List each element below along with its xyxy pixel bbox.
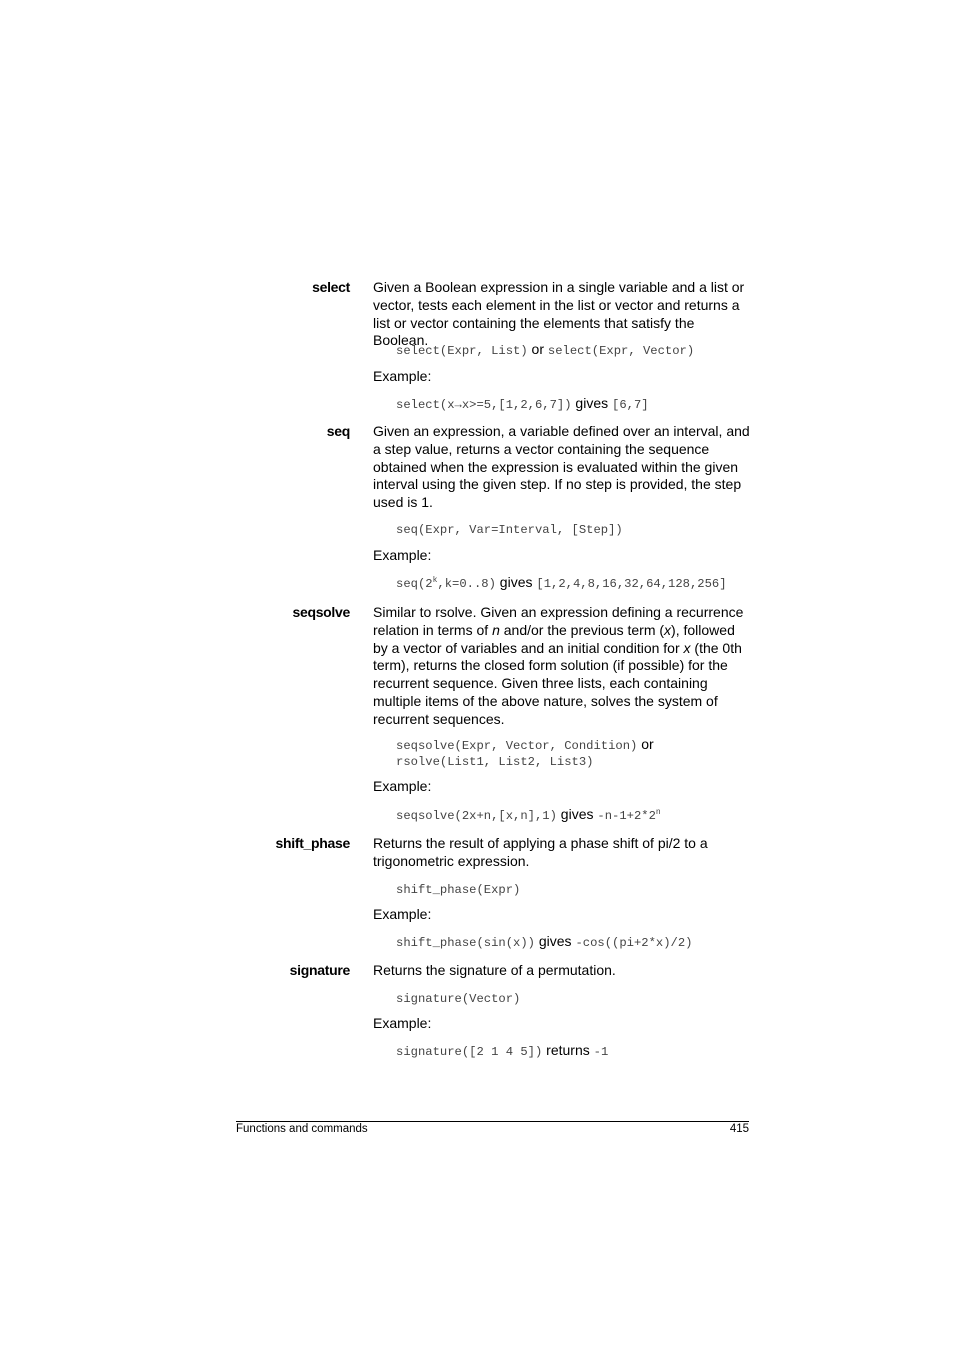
seq-syntax	[396, 520, 623, 537]
signature-example	[396, 1042, 608, 1059]
shift-phase-syntax	[396, 880, 520, 897]
shift-phase-example-code: shift_phase(sin(x))	[396, 936, 535, 950]
signature-syntax	[396, 989, 520, 1006]
seqsolve-description: Similar to rsolve. Given an expression defining a recurrence relation in terms of n and/or the previous term (x), followed by a vector of variables and an initial condition for x (the 0th term), returns the closed form solution (if possible) for the recurrent sequence. Given three lists, each containing multiple items of the above nature, solves the system of recurrent sequences.	[373, 604, 744, 727]
seq-example-word: gives	[499, 574, 533, 590]
seq-example-label: Example:	[373, 547, 432, 563]
seq-description: Given an expression, a variable defined over an interval, and a step value, returns a vector containing the sequence obtained when the expression is evaluated within the given interval using the given step. If no step is provided, the step used is 1.	[373, 423, 750, 511]
shift-phase-example-result: -cos((pi+2*x)/2)	[575, 936, 693, 950]
term-shift-phase: shift_phase	[275, 835, 350, 851]
select-syntax	[396, 341, 694, 358]
footer-rule	[236, 1121, 749, 1122]
seq-example-result: [1,2,4,8,16,32,64,128,256]	[536, 577, 727, 591]
signature-syntax-code: signature(Vector)	[396, 992, 521, 1006]
signature-example-code: signature([2 1 4 5])	[396, 1045, 543, 1059]
seqsolve-syntax-line-2	[396, 752, 593, 769]
select-example-label: Example:	[373, 368, 432, 384]
footer-page-number: 415	[729, 1123, 749, 1135]
term-signature: signature	[289, 962, 350, 978]
term-select: select	[312, 279, 350, 295]
seqsolve-example	[396, 806, 661, 823]
shift-phase-example	[396, 933, 692, 950]
signature-example-label: Example:	[373, 1015, 432, 1031]
shift-phase-example-word: gives	[538, 933, 572, 949]
shift-phase-description: Returns the result of applying a phase shift of pi/2 to a trigonometric expression.	[373, 835, 708, 869]
term-seqsolve: seqsolve	[292, 604, 350, 620]
select-syntax-vector: select(Expr, Vector)	[547, 344, 695, 358]
select-example	[396, 395, 649, 412]
seqsolve-example-result: $-n-1+2*2^n$	[597, 807, 661, 823]
select-syntax-list: select(Expr, List)	[396, 344, 528, 358]
seqsolve-example-label: Example:	[373, 778, 432, 794]
footer-section-title: Functions and commands	[236, 1123, 368, 1135]
select-example-result: [6,7]	[612, 398, 649, 412]
seq-example-code: $seq(2^k,k=0..8)$	[396, 575, 496, 591]
select-example-code: select(x→x>=5,[1,2,6,7])	[396, 398, 572, 412]
signature-description: Returns the signature of a permutation.	[373, 962, 616, 978]
select-description: Given a Boolean expression in a single variable and a list or vector, tests each element in the list or vector and returns a list or vector containing the elements that satisfy the Boolean.	[373, 279, 745, 349]
signature-example-word: returns	[546, 1042, 590, 1058]
seqsolve-example-code: seqsolve(2x+n,[x,n],1)	[396, 809, 557, 823]
seqsolve-syntax-line-1	[396, 736, 654, 753]
seq-example	[396, 574, 727, 591]
seq-syntax-code: seq(Expr, Var=Interval, [Step])	[396, 523, 623, 537]
select-example-word: gives	[575, 395, 609, 411]
term-seq: seq	[326, 423, 350, 439]
rsolve-syntax-code: rsolve(List1, List2, List3)	[396, 755, 594, 769]
shift-phase-example-label: Example:	[373, 906, 432, 922]
seqsolve-example-word: gives	[560, 806, 594, 822]
select-syntax-or: or	[531, 341, 544, 357]
signature-example-result: -1	[593, 1045, 609, 1059]
seqsolve-syntax-or: or	[641, 736, 654, 752]
seqsolve-syntax-code: seqsolve(Expr, Vector, Condition)	[396, 739, 638, 753]
shift-phase-syntax-code: shift_phase(Expr)	[396, 883, 521, 897]
